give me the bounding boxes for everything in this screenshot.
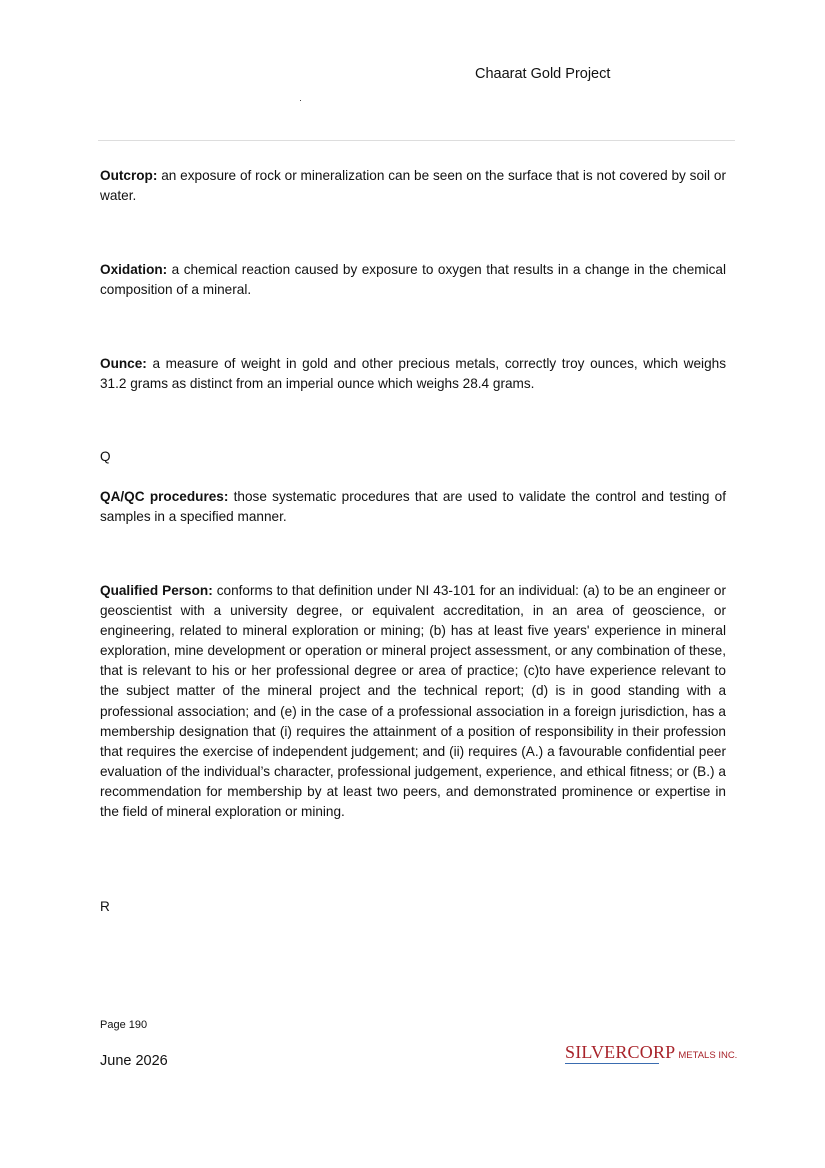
silvercorp-logo bbox=[565, 1042, 737, 1064]
logo-subtitle: METALS INC. bbox=[678, 1050, 738, 1061]
header-title: Chaarat Gold Project bbox=[475, 66, 611, 82]
page-number: Page 190 bbox=[100, 1019, 148, 1031]
header-divider bbox=[98, 140, 735, 141]
glossary-entry-outcrop bbox=[100, 166, 726, 206]
glossary-definition: conforms to that definition under NI 43-101 for an individual: (a) to be an engineer or geoscientist with a university degree, or equivalent accreditation, in an area of geoscience, or engineering, related to mineral exploration or mining; (b) has at least five years' experience in mineral exploration, mine development or operation or mineral project assessment, or any combination of these, that is relevant to his or her professional degree or area of practice; (c)to have experience relevant to the subject matter of the mineral project and the technical report; (d) is in good standing with a professional association; and (e) in the case of a professional association in a foreign jurisdiction, has a membership designation that (i) requires the attainment of a position of responsibility in their profession that requires the exercise of independent judgement; and (ii) requires (A.) a favourable confidential peer evaluation of the individual’s character, professional judgement, experience, and ethical fitness; or (B.) a recommendation for membership by at least two peers, and demonstrated prominence or expertise in the field of mineral exploration or mining. bbox=[100, 583, 726, 820]
section-letter-r: R bbox=[100, 899, 110, 914]
glossary-entry-ounce bbox=[100, 354, 726, 394]
glossary-definition: a measure of weight in gold and other precious metals, correctly troy ounces, which weighs 31.2 grams as distinct from an imperial ounce which weighs 28.4 grams. bbox=[100, 356, 726, 392]
glossary-entry-oxidation bbox=[100, 260, 726, 300]
glossary-definition: those systematic procedures that are used to validate the control and testing of samples in a specified manner. bbox=[100, 489, 726, 525]
glossary-term: QA/QC procedures: bbox=[100, 489, 229, 504]
glossary-term: Outcrop: bbox=[100, 168, 158, 183]
glossary-entry-qualified-person bbox=[100, 581, 726, 822]
glossary-term: Oxidation: bbox=[100, 262, 168, 277]
header-dot bbox=[300, 100, 301, 101]
logo-wordmark: SILVERCORP bbox=[565, 1042, 676, 1062]
section-letter-q: Q bbox=[100, 449, 111, 464]
glossary-definition: an exposure of rock or mineralization can be seen on the surface that is not covered by soil or water. bbox=[100, 168, 726, 204]
report-date: June 2026 bbox=[100, 1053, 168, 1069]
glossary-term: Ounce: bbox=[100, 356, 147, 371]
logo-underline bbox=[565, 1063, 659, 1064]
glossary-definition: a chemical reaction caused by exposure to oxygen that results in a change in the chemical composition of a mineral. bbox=[100, 262, 726, 298]
glossary-entry-qa-qc bbox=[100, 487, 726, 527]
glossary-term: Qualified Person: bbox=[100, 583, 213, 598]
